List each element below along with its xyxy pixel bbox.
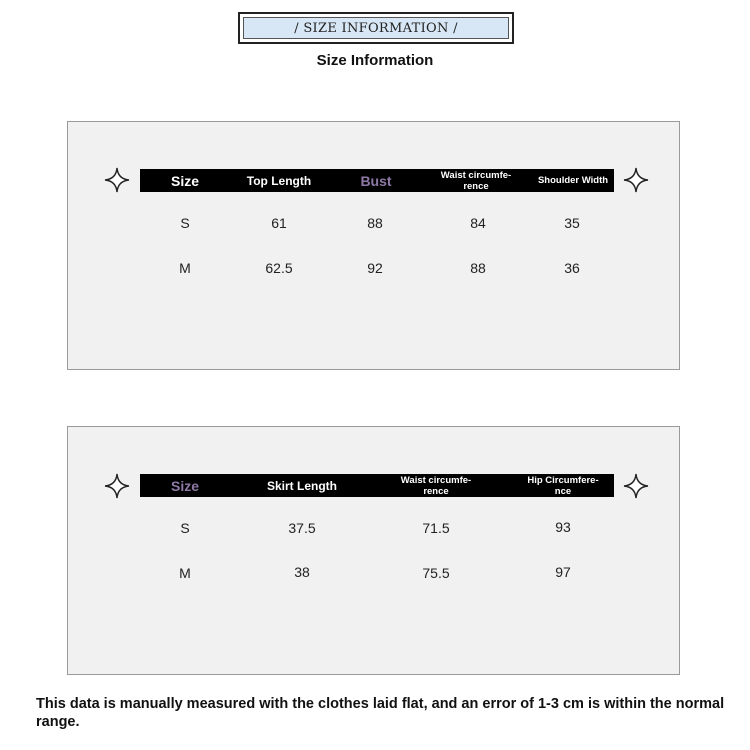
header-waist: Waist circumfe- rence bbox=[400, 474, 472, 497]
table-cell: M bbox=[179, 260, 191, 276]
table-cell: 71.5 bbox=[422, 520, 450, 536]
page-subtitle: Size Information bbox=[316, 52, 434, 69]
header-size: Size bbox=[170, 477, 200, 494]
table-cell: 97 bbox=[555, 564, 571, 580]
table-cell: 38 bbox=[294, 564, 310, 580]
table-header-row bbox=[140, 169, 614, 192]
table-cell: 62.5 bbox=[265, 260, 293, 276]
table-cell: S bbox=[180, 215, 190, 231]
sparkle-icon bbox=[104, 167, 130, 193]
table-cell: 37.5 bbox=[288, 520, 316, 536]
header-bust: Bust bbox=[360, 172, 392, 189]
skirt-size-panel bbox=[67, 426, 680, 675]
table-cell: 84 bbox=[470, 215, 486, 231]
table-cell: 35 bbox=[564, 215, 580, 231]
header-size: Size bbox=[170, 172, 200, 189]
table-cell: 93 bbox=[555, 519, 571, 535]
sparkle-icon bbox=[104, 473, 130, 499]
sparkle-icon bbox=[623, 167, 649, 193]
measurement-footnote: This data is manually measured with the clothes laid flat, and an error of 1-3 cm is within the normal range. bbox=[36, 696, 725, 730]
table-cell: 61 bbox=[271, 215, 287, 231]
header-waist: Waist circumfe- rence bbox=[440, 169, 512, 192]
table-header-row bbox=[140, 474, 614, 497]
table-cell: 36 bbox=[564, 260, 580, 276]
table-cell: S bbox=[180, 520, 190, 536]
top-size-panel bbox=[67, 121, 680, 370]
banner-title: / SIZE INFORMATION / bbox=[243, 17, 509, 39]
table-cell: M bbox=[179, 565, 191, 581]
table-cell: 92 bbox=[367, 260, 383, 276]
header-hip-circumference: Hip Circumfere- nce bbox=[527, 474, 599, 497]
header-skirt-length: Skirt Length bbox=[266, 478, 338, 493]
size-information-banner bbox=[238, 12, 514, 44]
header-shoulder-width: Shoulder Width bbox=[537, 175, 609, 186]
table-cell: 88 bbox=[470, 260, 486, 276]
sparkle-icon bbox=[623, 473, 649, 499]
table-cell: 88 bbox=[367, 215, 383, 231]
header-top-length: Top Length bbox=[246, 173, 312, 188]
table-cell: 75.5 bbox=[422, 565, 450, 581]
